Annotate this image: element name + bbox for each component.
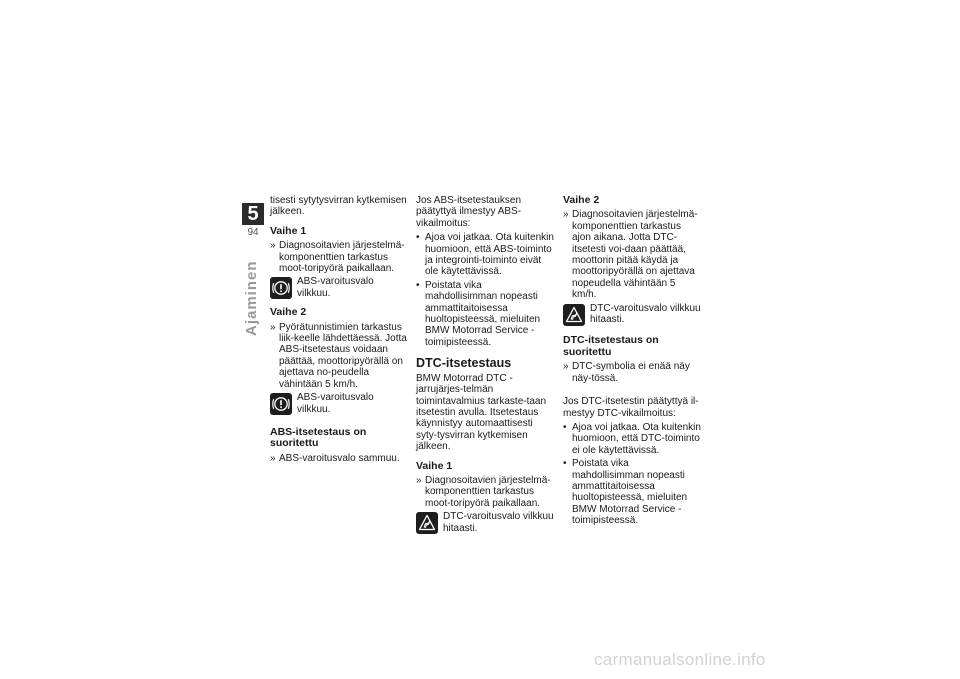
abs-step2-indicator <box>270 392 408 415</box>
abs-step2-indicator-text: ABS-varoitusvalo vilkkuu. <box>297 392 374 415</box>
dtc-intro: BMW Motorrad DTC -jarrujärjes-telmän toimintavalmius tarkaste-taan itsetestin avulla. Itsetestaus käynnistyy automaattisesti syty-tysvirran kytkemisen jälkeen. <box>416 372 547 453</box>
dtc-fault-bullet-2 <box>563 458 701 526</box>
dtc-fault-bullet-1-text: Ajoa voi jatkaa. Ota kuitenkin huomioon, että DTC-toiminto ei ole käytettävissä. <box>572 421 701 456</box>
step-marker: » <box>563 209 569 221</box>
abs-fault-bullet-2 <box>416 280 554 348</box>
abs-fault-intro: Jos ABS-itsetestauksen päätyttyä ilmestyy ABS-vikailmoitus: <box>416 195 522 229</box>
dtc-warning-icon <box>416 512 438 534</box>
dtc-step2-indicator <box>563 303 701 326</box>
dtc-done-item <box>563 361 701 384</box>
column-2 <box>416 195 554 537</box>
abs-step2-item <box>270 322 408 390</box>
abs-done-item <box>270 453 408 464</box>
abs-fault-bullet-2-text: Poistata vika mahdollisimman nopeasti ammattitaitoisessa huoltopisteessä, mieluiten BMW Motorrad Service -toimipisteessä. <box>425 279 541 348</box>
intro-text: tisesti sytytysvirran kytkemisen jälkeen. <box>270 195 407 218</box>
abs-step1-indicator-text: ABS-varoitusvalo vilkkuu. <box>297 276 374 299</box>
abs-done-heading: ABS-itsetestaus on suoritettu <box>270 425 367 450</box>
abs-step1-indicator <box>270 276 408 299</box>
dtc-done-heading: DTC-itsetestaus on suoritettu <box>563 334 659 358</box>
step-marker: » <box>270 452 276 464</box>
dtc-step1-heading: Vaihe 1 <box>416 459 453 472</box>
abs-warning-icon <box>270 277 292 299</box>
abs-fault-bullet-1-text: Ajoa voi jatkaa. Ota kuitenkin huomioon, että ABS-toiminto ja integrointi-toiminto eivät ole käytettävissä. <box>425 232 554 278</box>
dtc-step1-indicator-text: DTC-varoitusvalo vilkkuu hitaasti. <box>443 511 554 534</box>
abs-done-text: ABS-varoitusvalo sammuu. <box>279 452 400 464</box>
abs-step1-heading: Vaihe 1 <box>270 224 307 237</box>
dtc-fault-intro: Jos DTC-itsetestin päätyttyä il-mestyy DTC-vikailmoitus: <box>563 396 699 419</box>
dtc-step2-item <box>563 209 701 300</box>
column-1 <box>270 195 408 466</box>
chapter-title-vertical: Ajaminen <box>243 260 260 336</box>
chapter-number-tab: 5 <box>242 203 264 225</box>
dtc-step2-heading: Vaihe 2 <box>563 194 600 206</box>
dtc-fault-bullet-1 <box>563 422 701 456</box>
bullet-marker: • <box>563 458 567 470</box>
dtc-step1-indicator <box>416 511 554 534</box>
dtc-step1-text: Diagnosoitavien järjestelmä-komponenttien tarkastus moot-toripyörä paikallaan. <box>425 474 551 509</box>
step-marker: » <box>270 240 276 252</box>
dtc-warning-icon <box>563 304 585 326</box>
step-marker: » <box>270 321 276 333</box>
page-number: 94 <box>247 227 259 238</box>
abs-step1-text: Diagnosoitavien järjestelmä-komponenttien tarkastus moot-toripyörä paikallaan. <box>279 240 405 275</box>
step-marker: » <box>416 474 422 486</box>
footer-watermark: carmanualsonline.info <box>594 650 766 669</box>
step-marker: » <box>563 361 569 373</box>
abs-warning-icon <box>270 393 292 415</box>
dtc-done-text: DTC-symbolia ei enää näy näy-tössä. <box>572 361 690 384</box>
bullet-marker: • <box>416 232 420 244</box>
column-3 <box>563 195 701 529</box>
dtc-step1-item <box>416 475 554 509</box>
dtc-step2-text: Diagnosoitavien järjestelmä-komponenttien tarkastus ajon aikana. Jotta DTC-itsetesti voi-daan päättää, moottorin pitää käydä ja moottoripyörällä on ajettava nopeudella vähintään 5 km/h. <box>572 209 698 301</box>
bullet-marker: • <box>563 421 567 433</box>
bullet-marker: • <box>416 279 420 291</box>
abs-fault-bullet-1 <box>416 232 554 278</box>
abs-step1-item <box>270 240 408 274</box>
dtc-fault-bullet-2-text: Poistata vika mahdollisimman nopeasti ammattitaitoisessa huoltopisteessä, mieluiten BMW Motorrad Service -toimipisteessä. <box>572 458 688 527</box>
abs-step2-heading: Vaihe 2 <box>270 306 307 319</box>
dtc-step2-indicator-text: DTC-varoitusvalo vilkkuu hitaasti. <box>590 302 701 326</box>
abs-step2-text: Pyörätunnistimien tarkastus liik-keelle lähdettäessä. Jotta ABS-itsetestaus voidaan päättää, moottoripyörällä on ajettava no-peudella vähintään 5 km/h. <box>279 321 407 390</box>
dtc-section-heading: DTC-itsetestaus <box>416 356 512 371</box>
